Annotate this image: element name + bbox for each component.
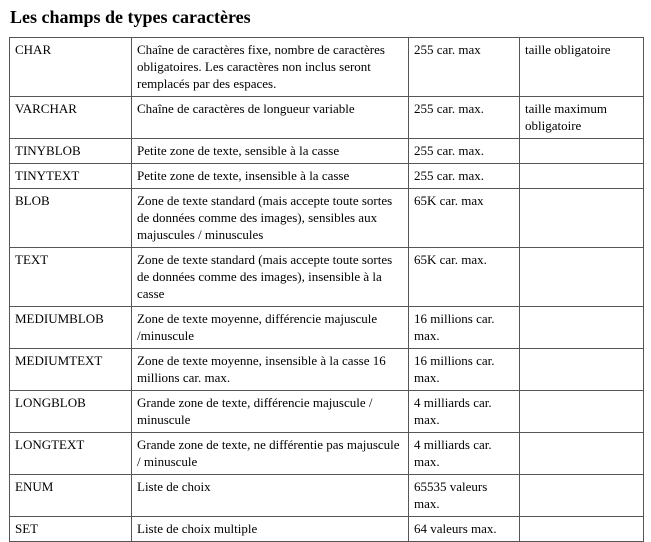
character-types-table bbox=[9, 37, 644, 542]
type-cell: MEDIUMBLOB bbox=[10, 307, 132, 349]
type-cell: TEXT bbox=[10, 248, 132, 307]
max-size-cell: 65K car. max bbox=[409, 189, 520, 248]
description-cell: Zone de texte moyenne, insensible à la casse 16 millions car. max. bbox=[132, 349, 409, 391]
description-cell: Grande zone de texte, différencie majuscule / minuscule bbox=[132, 391, 409, 433]
table-row bbox=[10, 433, 644, 475]
max-size-cell: 4 milliards car. max. bbox=[409, 391, 520, 433]
max-size-cell: 255 car. max bbox=[409, 38, 520, 97]
table-row bbox=[10, 164, 644, 189]
description-cell: Liste de choix multiple bbox=[132, 517, 409, 542]
note-cell bbox=[520, 248, 644, 307]
note-cell: taille maximum obligatoire bbox=[520, 97, 644, 139]
table-row bbox=[10, 97, 644, 139]
table-row bbox=[10, 248, 644, 307]
description-cell: Zone de texte standard (mais accepte toute sortes de données comme des images), sensibles aux majuscules / minuscules bbox=[132, 189, 409, 248]
description-cell: Zone de texte moyenne, différencie majuscule /minuscule bbox=[132, 307, 409, 349]
type-cell: ENUM bbox=[10, 475, 132, 517]
note-cell bbox=[520, 349, 644, 391]
max-size-cell: 65K car. max. bbox=[409, 248, 520, 307]
type-cell: VARCHAR bbox=[10, 97, 132, 139]
type-cell: SET bbox=[10, 517, 132, 542]
max-size-cell: 64 valeurs max. bbox=[409, 517, 520, 542]
description-cell: Chaîne de caractères fixe, nombre de caractères obligatoires. Les caractères non inclus seront remplacés par des espaces. bbox=[132, 38, 409, 97]
note-cell bbox=[520, 517, 644, 542]
note-cell bbox=[520, 139, 644, 164]
note-cell bbox=[520, 189, 644, 248]
type-cell: LONGTEXT bbox=[10, 433, 132, 475]
description-cell: Liste de choix bbox=[132, 475, 409, 517]
max-size-cell: 4 milliards car. max. bbox=[409, 433, 520, 475]
max-size-cell: 16 millions car. max. bbox=[409, 307, 520, 349]
table-row bbox=[10, 517, 644, 542]
description-cell: Grande zone de texte, ne différentie pas majuscule / minuscule bbox=[132, 433, 409, 475]
table-row bbox=[10, 38, 644, 97]
type-cell: BLOB bbox=[10, 189, 132, 248]
note-cell: taille obligatoire bbox=[520, 38, 644, 97]
max-size-cell: 65535 valeurs max. bbox=[409, 475, 520, 517]
max-size-cell: 255 car. max. bbox=[409, 97, 520, 139]
description-cell: Petite zone de texte, sensible à la casse bbox=[132, 139, 409, 164]
table-row bbox=[10, 139, 644, 164]
description-cell: Chaîne de caractères de longueur variable bbox=[132, 97, 409, 139]
type-cell: TINYBLOB bbox=[10, 139, 132, 164]
type-cell: TINYTEXT bbox=[10, 164, 132, 189]
type-cell: LONGBLOB bbox=[10, 391, 132, 433]
note-cell bbox=[520, 307, 644, 349]
table-row bbox=[10, 307, 644, 349]
note-cell bbox=[520, 164, 644, 189]
page-title: Les champs de types caractères bbox=[10, 7, 251, 27]
max-size-cell: 255 car. max. bbox=[409, 164, 520, 189]
table-row bbox=[10, 189, 644, 248]
table-body bbox=[10, 38, 644, 542]
note-cell bbox=[520, 433, 644, 475]
description-cell: Petite zone de texte, insensible à la casse bbox=[132, 164, 409, 189]
table-row bbox=[10, 349, 644, 391]
max-size-cell: 255 car. max. bbox=[409, 139, 520, 164]
note-cell bbox=[520, 475, 644, 517]
max-size-cell: 16 millions car. max. bbox=[409, 349, 520, 391]
description-cell: Zone de texte standard (mais accepte toute sortes de données comme des images), insensible à la casse bbox=[132, 248, 409, 307]
type-cell: MEDIUMTEXT bbox=[10, 349, 132, 391]
table-row bbox=[10, 475, 644, 517]
type-cell: CHAR bbox=[10, 38, 132, 97]
table-row bbox=[10, 391, 644, 433]
note-cell bbox=[520, 391, 644, 433]
